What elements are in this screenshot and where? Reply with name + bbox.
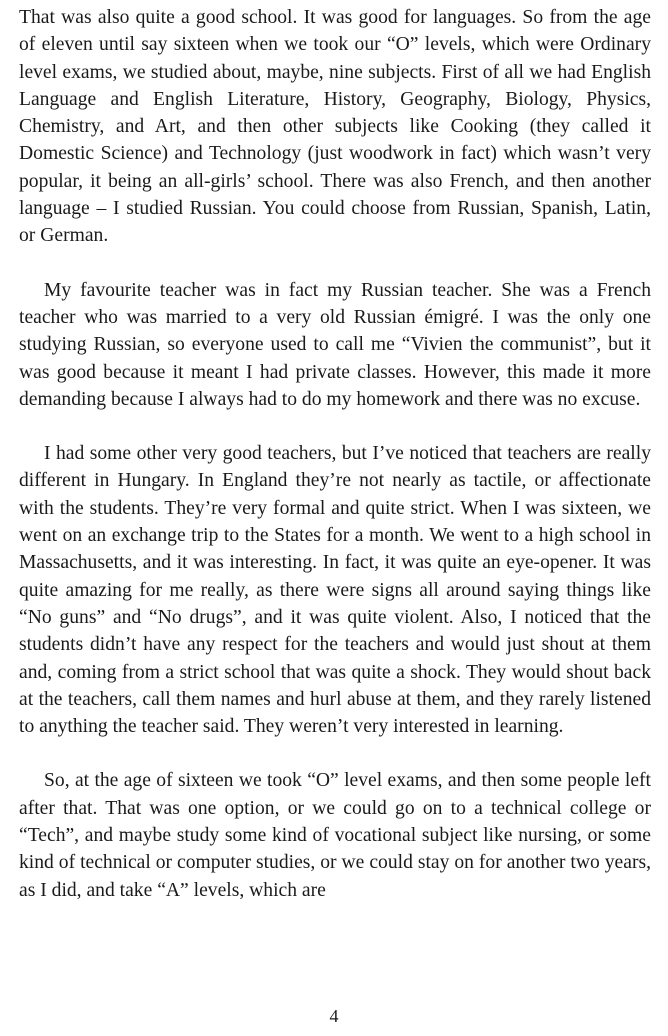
document-body (19, 4, 651, 904)
page-number: 4 (329, 1006, 339, 1026)
paragraph-exchange-trip: I had some other very good teachers, but I’ve noticed that teachers are really different in Hungary. In England they’re not nearly as tactile, or affectionate with the students. They’re very formal and quite strict. When I was sixteen, we went on an exchange trip to the States for a month. We went to a high school in Massachusetts, and it was interesting. In fact, it was quite an eye-opener. It was quite amazing for me really, as there were signs all around saying things like “No guns” and “No drugs”, and it was quite violent. Also, I noticed that the students didn’t have any respect for the teachers and would just shout at them and, coming from a strict school that was quite a shock. They would shout back at the teachers, call them names and hurl abuse at them, and they rarely listened to anything the teacher said. They weren’t very interested in learning. (19, 443, 651, 738)
paragraph-school-subjects: That was also quite a good school. It was good for languages. So from the age of eleven until say sixteen when we took our “O” levels, which were Ordinary level exams, we studied about, maybe, nine subjects. First of all we had English Language and English Literature, History, Geography, Biology, Physics, Chemistry, and Art, and then other subjects like Cooking (they called it Domestic Science) and Technology (just woodwork in fact) which wasn’t very popular, it being an all-girls’ school. There was also French, and then another language – I studied Russian. You could choose from Russian, Spanish, Latin, or German. (19, 7, 651, 247)
paragraph-o-level-exams: So, at the age of sixteen we took “O” level exams, and then some people left after that. That was one option, or we could go on to a technical college or “Tech”, and maybe study some kind of vocational subject like nursing, or some kind of technical or computer studies, or we could stay on for another two years, as I did, and take “A” levels, which are (19, 770, 651, 901)
paragraph-russian-teacher: My favourite teacher was in fact my Russian teacher. She was a French teacher who was married to a very old Russian émigré. I was the only one studying Russian, so everyone used to call me “Vivien the communist”, but it was good because it meant I had private classes. However, this made it more demanding because I always had to do my homework and there was no excuse. (19, 279, 651, 410)
